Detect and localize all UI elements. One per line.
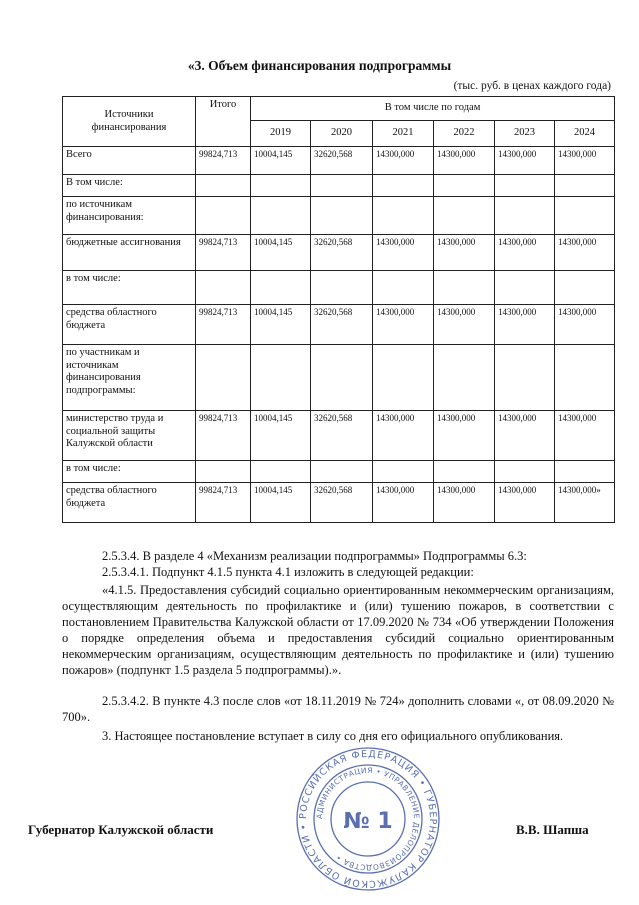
table-row [63,271,615,305]
empty-cell [311,461,373,483]
empty-cell [495,461,555,483]
empty-cell [555,461,615,483]
table-row [63,147,615,175]
paragraph-3: 3. Настоящее постановление вступает в силу со дня его официального опубликования. [102,729,564,743]
cell-year-value: 14300,000 [373,305,434,345]
table-row [63,235,615,271]
empty-cell [434,175,495,197]
table-row [63,345,615,411]
row-label: средства областного бюджета [63,305,196,345]
empty-cell [555,271,615,305]
cell-total: 99824,713 [196,305,251,345]
table-row [63,197,615,235]
seal-outer-text: РОССИЙСКАЯ ФЕДЕРАЦИЯ • ГУБЕРНАТОР КАЛУЖСКОЙ ОБЛАСТИ • [297,748,439,890]
cell-year-value: 10004,145 [251,411,311,461]
financing-table [62,96,615,523]
cell-year-value: 14300,000 [495,411,555,461]
header-year: 2019 [251,121,311,147]
seal-inner-text: АДМИНИСТРАЦИЯ • УПРАВЛЕНИЕ ДЕЛОПРОИЗВОДСТВА • [314,765,422,873]
empty-cell [251,345,311,411]
cell-year-value: 14300,000 [495,483,555,523]
empty-cell [311,197,373,235]
cell-year-value: 14300,000 [555,147,615,175]
empty-cell [495,197,555,235]
cell-year-value: 14300,000» [555,483,615,523]
cell-year-value: 10004,145 [251,147,311,175]
cell-total: 99824,713 [196,235,251,271]
cell-total: 99824,713 [196,483,251,523]
seal-number: № 1 [343,809,393,834]
official-seal [293,744,443,894]
empty-cell [434,271,495,305]
header-year: 2024 [555,121,615,147]
cell-year-value: 32620,568 [311,483,373,523]
table-row [63,461,615,483]
cell-year-value: 14300,000 [373,411,434,461]
header-source: Источники финансирования [63,97,196,147]
header-year: 2021 [373,121,434,147]
table-row [63,411,615,461]
cell-year-value: 32620,568 [311,147,373,175]
cell-year-value: 14300,000 [434,235,495,271]
empty-cell [251,461,311,483]
cell-year-value: 32620,568 [311,411,373,461]
cell-year-value: 14300,000 [434,483,495,523]
header-year: 2023 [495,121,555,147]
row-label: министерство труда и социальной защиты Калужской области [63,411,196,461]
row-label: Всего [63,147,196,175]
empty-cell [434,461,495,483]
empty-cell [196,175,251,197]
paragraph-2-5-3-4-1: 2.5.3.4.1. Подпункт 4.1.5 пункта 4.1 изложить в следующей редакции: [102,565,474,579]
empty-cell [373,345,434,411]
paragraph-2-5-3-4-2: 2.5.3.4.2. В пункте 4.3 после слов «от 18.11.2019 № 724» дополнить словами «, от 08.09.2020 № 700». [62,694,614,724]
cell-total: 99824,713 [196,411,251,461]
cell-year-value: 14300,000 [555,411,615,461]
cell-year-value: 14300,000 [373,147,434,175]
empty-cell [555,345,615,411]
empty-cell [373,271,434,305]
row-label: средства областного бюджета [63,483,196,523]
empty-cell [196,345,251,411]
signatory-name: В.В. Шапша [516,822,589,837]
cell-year-value: 14300,000 [434,305,495,345]
empty-cell [373,175,434,197]
row-label: бюджетные ассигнования [63,235,196,271]
empty-cell [373,461,434,483]
empty-cell [251,175,311,197]
empty-cell [251,271,311,305]
row-label: по участникам и источникам финансирования подпрограммы: [63,345,196,411]
table-row [63,305,615,345]
empty-cell [495,345,555,411]
empty-cell [555,175,615,197]
cell-year-value: 14300,000 [373,483,434,523]
header-year: 2020 [311,121,373,147]
row-label: в том числе: [63,461,196,483]
header-year: 2022 [434,121,495,147]
section-heading: «3. Объем финансирования подпрограммы [187,58,452,73]
empty-cell [311,175,373,197]
empty-cell [373,197,434,235]
cell-year-value: 14300,000 [495,305,555,345]
cell-year-value: 14300,000 [373,235,434,271]
cell-year-value: 32620,568 [311,235,373,271]
empty-cell [196,197,251,235]
unit-note: (тыс. руб. в ценах каждого года) [453,80,611,92]
paragraph-4-1-5: «4.1.5. Предоставления субсидий социально ориентированным некоммерческим организациям, осуществляющим деятельность по профилактике и (или) тушению пожаров, в соответствии с постановлением Правительства Калужской области от 17.09.2020 № 734 «Об утверждении Положения о порядке определения объема и предоставления субсидий социально ориентированным некоммерческим организациям, осуществляющим деятельность по профилактике и (или) тушению пожаров» (подпункт 1.5 раздела 5 подпрограммы).». [62,583,614,677]
row-label: по источникам финансирования: [63,197,196,235]
header-total: Итого [196,97,251,147]
empty-cell [495,271,555,305]
table-row [63,483,615,523]
signatory-position: Губернатор Калужской области [28,822,214,837]
paragraph-2-5-3-4: 2.5.3.4. В разделе 4 «Механизм реализации подпрограммы» Подпрограммы 6.3: [102,549,527,563]
row-label: в том числе: [63,271,196,305]
empty-cell [196,271,251,305]
empty-cell [311,345,373,411]
cell-year-value: 14300,000 [434,147,495,175]
empty-cell [311,271,373,305]
empty-cell [434,345,495,411]
empty-cell [434,197,495,235]
cell-year-value: 14300,000 [555,305,615,345]
cell-year-value: 14300,000 [434,411,495,461]
cell-year-value: 10004,145 [251,235,311,271]
cell-year-value: 10004,145 [251,483,311,523]
empty-cell [251,197,311,235]
cell-total: 99824,713 [196,147,251,175]
empty-cell [555,197,615,235]
empty-cell [196,461,251,483]
empty-cell [495,175,555,197]
cell-year-value: 10004,145 [251,305,311,345]
header-years-group: В том числе по годам [251,97,615,121]
cell-year-value: 14300,000 [555,235,615,271]
cell-year-value: 14300,000 [495,235,555,271]
cell-year-value: 14300,000 [495,147,555,175]
row-label: В том числе: [63,175,196,197]
table-row [63,175,615,197]
cell-year-value: 32620,568 [311,305,373,345]
